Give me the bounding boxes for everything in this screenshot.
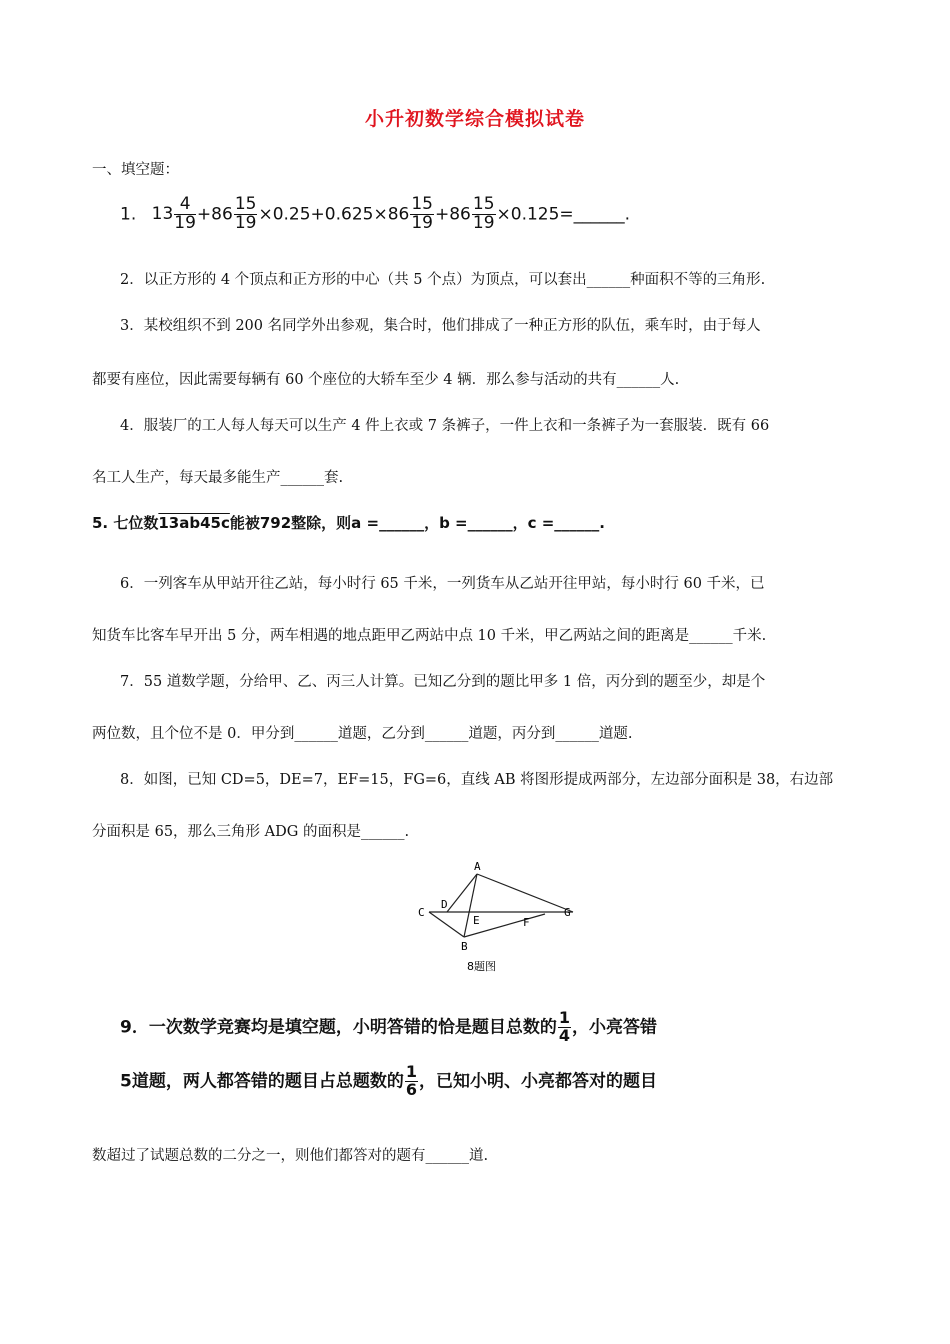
label-f: F	[523, 916, 530, 929]
question-4-line-2: 名工人生产，每天最多能生产______套.	[92, 470, 344, 486]
q1-number: 1.	[120, 204, 137, 225]
question-8-line-1: 8．如图，已知 CD=5，DE=7，EF=15，FG=6，直线 AB 将图形提成两部分，左边部分面积是 38，右边部	[120, 772, 834, 788]
label-d: D	[441, 898, 448, 911]
line-ab	[464, 874, 477, 937]
q1-term-3: ×0.25+0.625×86	[258, 204, 410, 225]
figure-caption: 8题图	[467, 960, 496, 973]
label-c: C	[418, 906, 425, 919]
q5-prefix: 5. 七位数	[92, 514, 159, 532]
line-cb	[429, 912, 464, 937]
q1-fraction-2: $\frac{15}{19}$	[234, 194, 257, 233]
q1-fraction-1: $\frac{4}{19}$	[174, 194, 196, 233]
q1-fraction-4: $\frac{15}{19}$	[472, 194, 495, 233]
q9-text-2a: 5道题，两人都答错的题目占总题数的	[120, 1071, 404, 1092]
line-ag	[477, 874, 573, 912]
question-2: 2．以正方形的 4 个顶点和正方形的中心（共 5 个点）为顶点，可以套出______种面积不等的三角形.	[120, 272, 766, 288]
question-9-line-2	[120, 1064, 657, 1099]
q9-text-1b: ，小亮答错	[571, 1017, 657, 1038]
question-7-line-2: 两位数，且个位不是 0．甲分到______道题，乙分到______道题，丙分到______道题.	[92, 726, 633, 742]
question-6-line-2: 知货车比客车早开出 5 分，两车相遇的地点距甲乙两站中点 10 千米，甲乙两站之间的距离是______千米.	[92, 628, 767, 644]
question-9-line-3: 数超过了试题总数的二分之一，则他们都答对的题有______道.	[92, 1148, 489, 1164]
question-7-line-1: 7．55 道数学题，分给甲、乙、丙三人计算。已知乙分到的题比甲多 1 倍，丙分到的题至少，却是个	[120, 674, 766, 690]
q9-text-1a: 9．一次数学竞赛均是填空题，小明答错的恰是题目总数的	[120, 1017, 557, 1038]
question-9-line-1	[120, 1010, 657, 1045]
q9-fraction-1: $\frac{1}{4}$	[558, 1008, 570, 1045]
page-title: 小升初数学综合模拟试卷	[364, 108, 585, 130]
q5-number-overlined: 13ab45c	[158, 514, 230, 532]
geometry-figure	[405, 858, 585, 978]
question-8-line-2: 分面积是 65，那么三角形 ADG 的面积是______.	[92, 824, 410, 840]
question-1	[120, 196, 630, 233]
q1-fraction-3: $\frac{15}{19}$	[411, 194, 433, 233]
question-5	[92, 512, 605, 533]
label-g: G	[564, 906, 571, 919]
question-4-line-1: 4．服装厂的工人每人每天可以生产 4 件上衣或 7 条裤子，一件上衣和一条裤子为一套服装．既有 66	[120, 418, 770, 434]
label-e: E	[473, 914, 480, 927]
q1-whole: 13	[151, 204, 174, 225]
q1-term-5: ×0.125=______.	[496, 204, 631, 225]
q9-text-2b: ，已知小明、小亮都答对的题目	[418, 1071, 657, 1092]
q5-suffix: 能被792整除，则a =______，b =______，c =______.	[229, 514, 605, 532]
label-b: B	[461, 940, 468, 953]
label-a: A	[474, 860, 481, 873]
question-3-line-1: 3．某校组织不到 200 名同学外出参观，集合时，他们排成了一种正方形的队伍，乘车时，由于每人	[120, 318, 761, 334]
question-6-line-1: 6．一列客车从甲站开往乙站，每小时行 65 千米，一列货车从乙站开往甲站，每小时行 60 千米，已	[120, 576, 765, 592]
question-3-line-2: 都要有座位，因此需要每辆有 60 个座位的大轿车至少 4 辆．那么参与活动的共有______人.	[92, 372, 680, 388]
section-heading: 一、填空题：	[92, 162, 179, 178]
q1-term-4: +86	[434, 204, 471, 225]
q1-term-2: +86	[196, 204, 233, 225]
q9-fraction-2: $\frac{1}{6}$	[405, 1062, 417, 1099]
